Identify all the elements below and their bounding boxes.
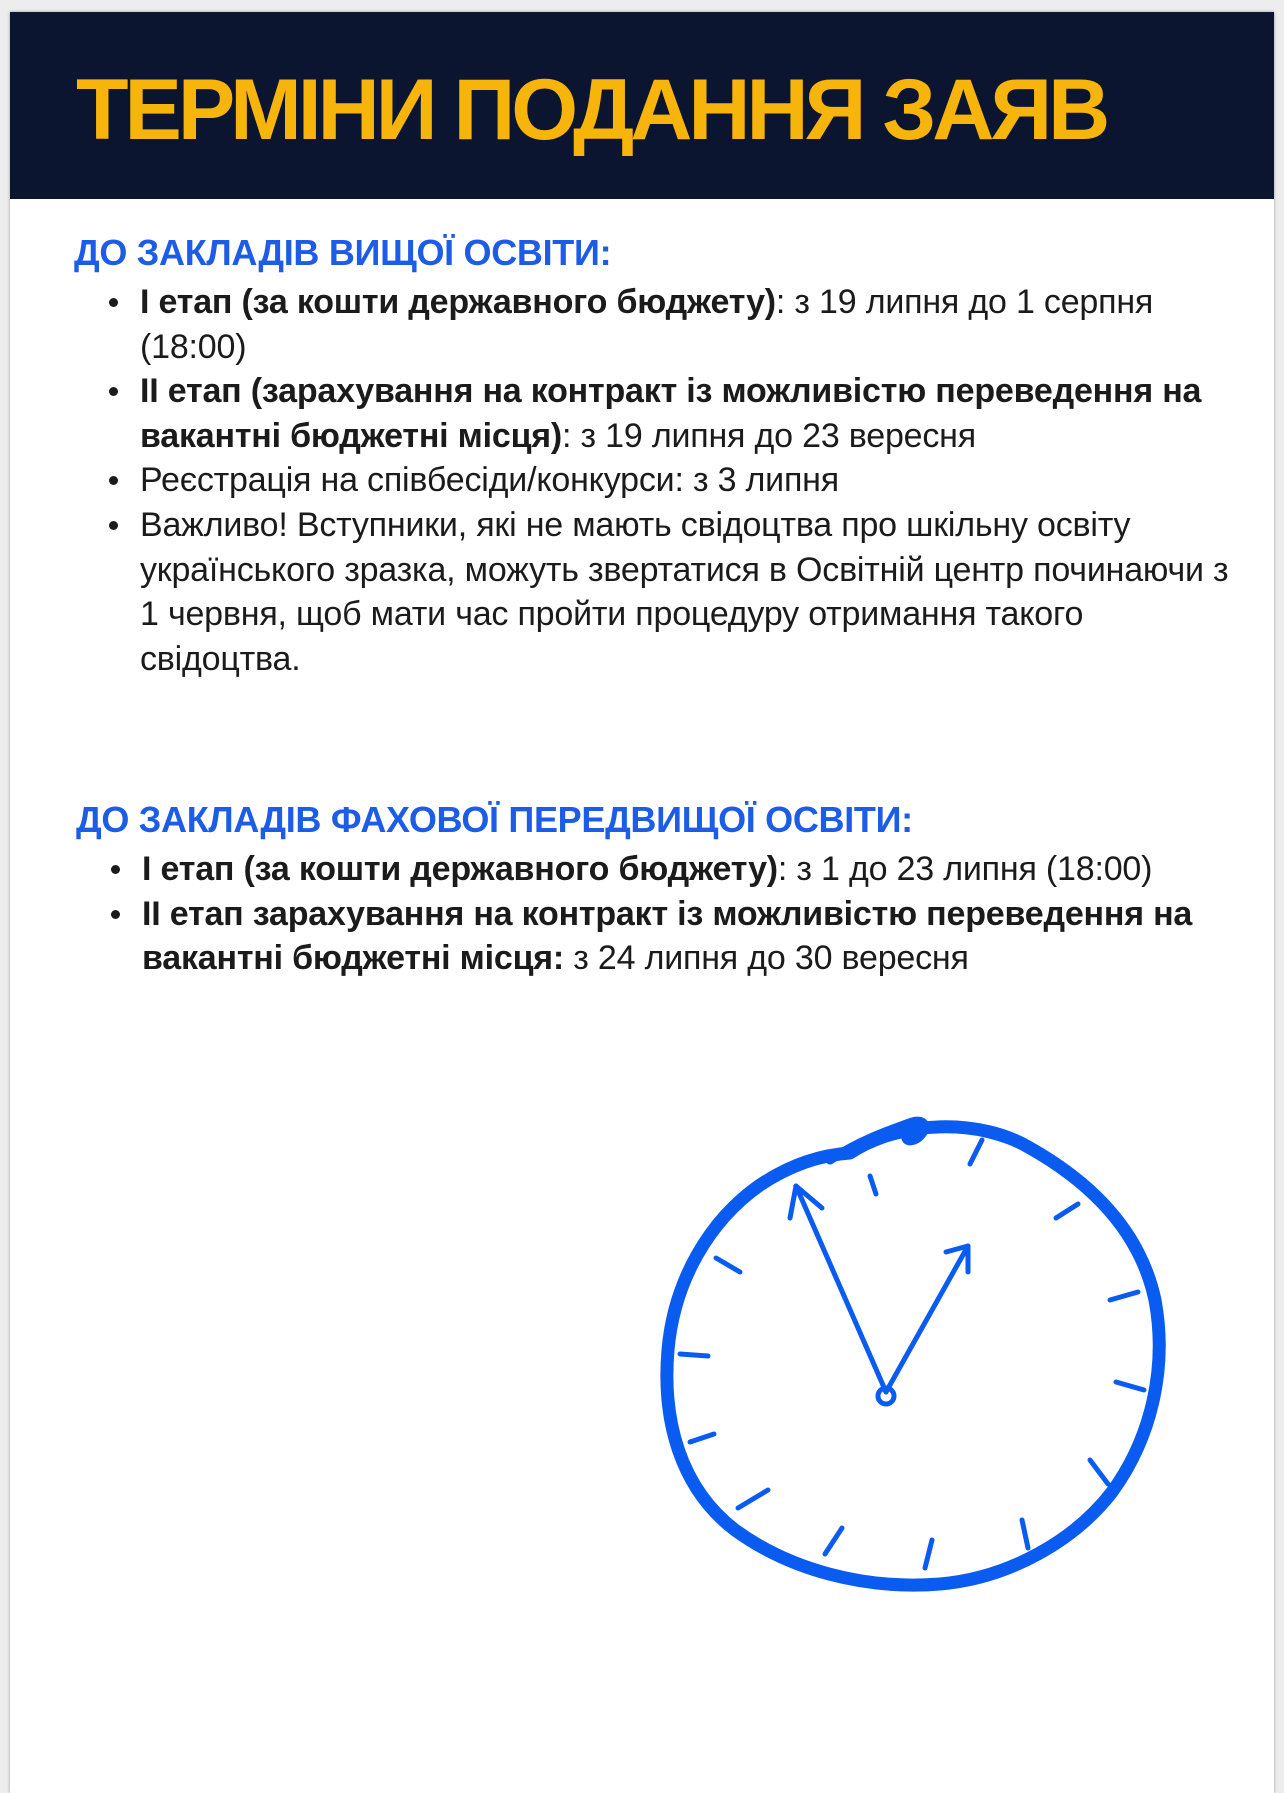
clock-face bbox=[667, 1127, 1159, 1585]
item-text: : з 19 липня до 1 серпня (18:00) bbox=[140, 283, 1154, 366]
clock-icon bbox=[650, 1100, 1180, 1640]
item-bold-text: ІІ етап (зарахування на контракт із можливістю переведення на вакантні бюджетні місця) bbox=[140, 372, 1202, 455]
list-item bbox=[74, 280, 1234, 369]
page-title: ТЕРМІНИ ПОДАННЯ ЗАЯВ bbox=[76, 62, 1107, 158]
deadline-list bbox=[74, 280, 1234, 681]
bullet-icon bbox=[111, 910, 120, 919]
section-pre-higher-education bbox=[76, 797, 1236, 981]
section-heading: ДО ЗАКЛАДІВ ВИЩОЇ ОСВІТИ: bbox=[74, 232, 612, 273]
clock-hands bbox=[790, 1186, 968, 1404]
bullet-icon bbox=[109, 298, 118, 307]
item-text: Важливо! Вступники, які не мають свідоцтва про шкільну освіту українського зразка, можуть звертатися в Освітній центр починаючи з 1 червня, щоб мати час пройти процедуру отримання такого свідоцтва. bbox=[140, 505, 1229, 678]
bullet-icon bbox=[109, 521, 118, 530]
clock-ticks bbox=[680, 1140, 1144, 1568]
bullet-icon bbox=[111, 865, 120, 874]
item-text: : з 1 до 23 липня (18:00) bbox=[777, 850, 1153, 888]
item-bold-text: І етап (за кошти державного бюджету) bbox=[140, 283, 776, 321]
bullet-icon bbox=[109, 476, 118, 485]
item-text: : з 19 липня до 23 вересня bbox=[562, 416, 976, 455]
bullet-icon bbox=[109, 387, 118, 396]
list-item bbox=[74, 458, 1234, 503]
list-item bbox=[74, 369, 1234, 458]
list-item bbox=[76, 892, 1236, 981]
section-higher-education bbox=[74, 230, 1234, 681]
item-text: з 24 липня до 30 вересня bbox=[564, 939, 969, 978]
section-heading: ДО ЗАКЛАДІВ ФАХОВОЇ ПЕРЕДВИЩОЇ ОСВІТИ: bbox=[76, 799, 913, 840]
list-item bbox=[74, 503, 1234, 681]
page bbox=[10, 12, 1274, 1793]
deadline-list bbox=[76, 847, 1236, 981]
item-bold-text: І етап (за кошти державного бюджету) bbox=[142, 850, 778, 888]
item-bold-text: ІІ етап зарахування на контракт із можливістю переведення на вакантні бюджетні місця: bbox=[142, 894, 1193, 978]
header-banner bbox=[10, 12, 1274, 199]
item-text: Реєстрація на співбесіди/конкурси: з 3 липня bbox=[140, 461, 839, 500]
list-item bbox=[76, 847, 1236, 892]
